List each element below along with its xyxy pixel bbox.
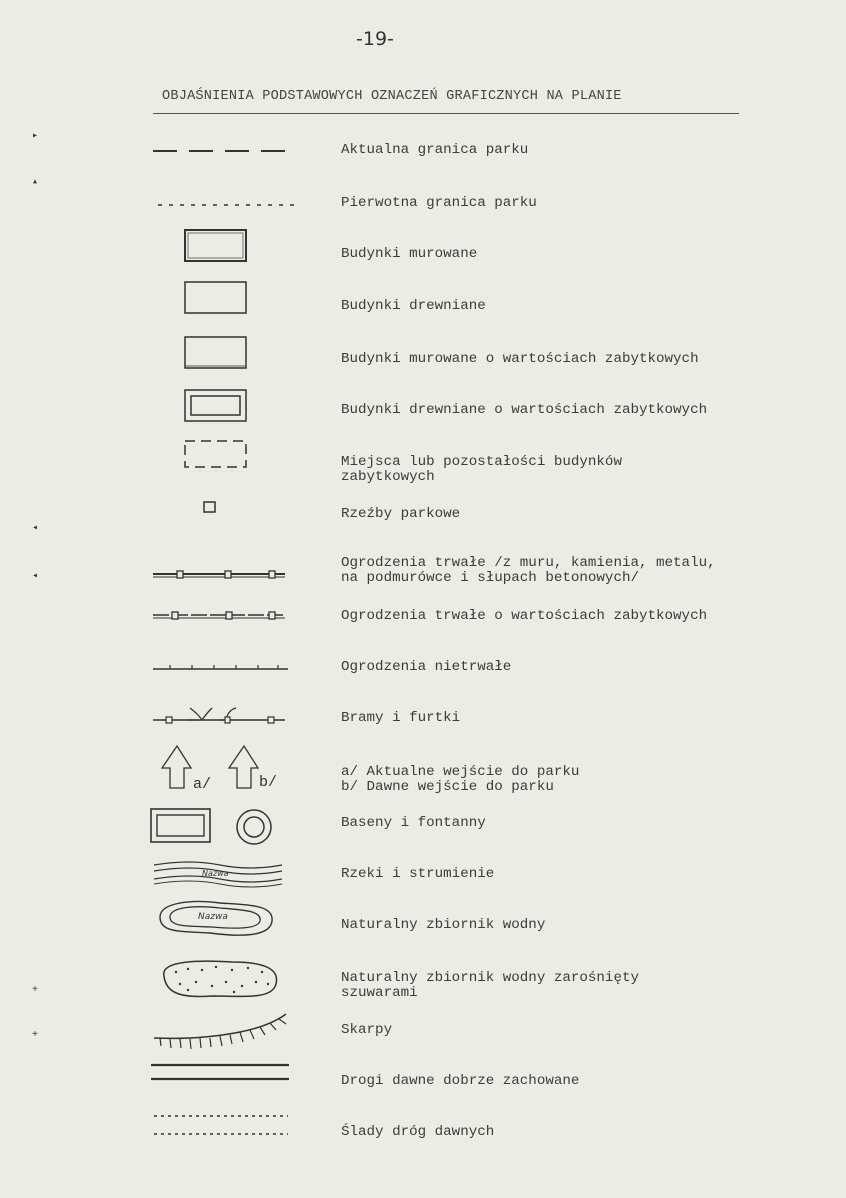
- arrow-a-label: a/: [193, 776, 212, 793]
- overgrown-pond-icon: [152, 954, 282, 1008]
- brick-building-icon: [180, 226, 252, 264]
- pool-fountain-icon: [148, 806, 278, 848]
- legend-label: Rzeki i strumienie: [341, 866, 495, 882]
- legend-label: Drogi dawne dobrze zachowane: [341, 1073, 580, 1089]
- building-remains-icon: [180, 437, 252, 471]
- legend-label: Ślady dróg dawnych: [341, 1124, 495, 1140]
- river-name-label: Nazwa: [202, 869, 229, 878]
- slope-icon: [150, 1010, 295, 1055]
- margin-mark-icon: ▴: [32, 177, 39, 188]
- entrance-arrows-icon: [155, 742, 295, 796]
- legend-label: Miejsca lub pozostałości budynków zabytkowych: [341, 454, 622, 485]
- legend-label: Pierwotna granica parku: [341, 195, 537, 211]
- margin-mark-icon: ◂: [32, 571, 39, 582]
- margin-mark-icon: +: [32, 1030, 39, 1041]
- historic-brick-building-icon: [180, 333, 252, 371]
- margin-mark-icon: +: [32, 985, 39, 996]
- arrow-b-label: b/: [259, 774, 278, 791]
- dotted-line-icon: [150, 195, 300, 215]
- permanent-fence-icon: [150, 565, 290, 585]
- legend-label: Budynki drewniane o wartościach zabytkowych: [341, 402, 708, 418]
- historic-fence-icon: [150, 606, 290, 626]
- page-title: OBJAŚNIENIA PODSTAWOWYCH OZNACZEŃ GRAFICZNYCH NA PLANIE: [162, 89, 622, 104]
- legend-label: Ogrodzenia trwałe o wartościach zabytkowych: [341, 608, 708, 624]
- margin-mark-icon: ◂: [32, 523, 39, 534]
- gate-icon: [150, 700, 290, 730]
- dashed-line-icon: [150, 140, 295, 160]
- legend-label: Budynki murowane o wartościach zabytkowych: [341, 351, 699, 367]
- page-number: -19-: [356, 28, 394, 50]
- legend-label: Budynki murowane: [341, 246, 478, 262]
- river-icon: [150, 857, 290, 891]
- title-underline: [153, 113, 739, 114]
- old-road-icon: [150, 1060, 295, 1084]
- temporary-fence-icon: [150, 658, 295, 678]
- pond-icon: [150, 895, 280, 943]
- legend-label: Baseny i fontanny: [341, 815, 486, 831]
- legend-label: Bramy i furtki: [341, 710, 461, 726]
- wooden-building-icon: [180, 278, 252, 316]
- margin-mark-icon: ▸: [32, 131, 39, 142]
- legend-label: Ogrodzenia trwałe /z muru, kamienia, metalu, na podmurówce i słupach betonowych/: [341, 555, 716, 586]
- legend-label: Ogrodzenia nietrwałe: [341, 659, 512, 675]
- legend-label: Aktualna granica parku: [341, 142, 529, 158]
- legend-label: Skarpy: [341, 1022, 393, 1038]
- pond-name-label: Nazwa: [198, 912, 228, 922]
- legend-label: Rzeźby parkowe: [341, 506, 461, 522]
- legend-label: Naturalny zbiornik wodny zarośnięty szuwarami: [341, 970, 639, 1001]
- legend-label: Naturalny zbiornik wodny: [341, 917, 546, 933]
- legend-label: Budynki drewniane: [341, 298, 486, 314]
- sculpture-icon: [200, 498, 220, 518]
- historic-wooden-building-icon: [180, 386, 252, 424]
- legend-label: a/ Aktualne wejście do parku b/ Dawne wejście do parku: [341, 764, 580, 795]
- road-traces-icon: [150, 1110, 295, 1140]
